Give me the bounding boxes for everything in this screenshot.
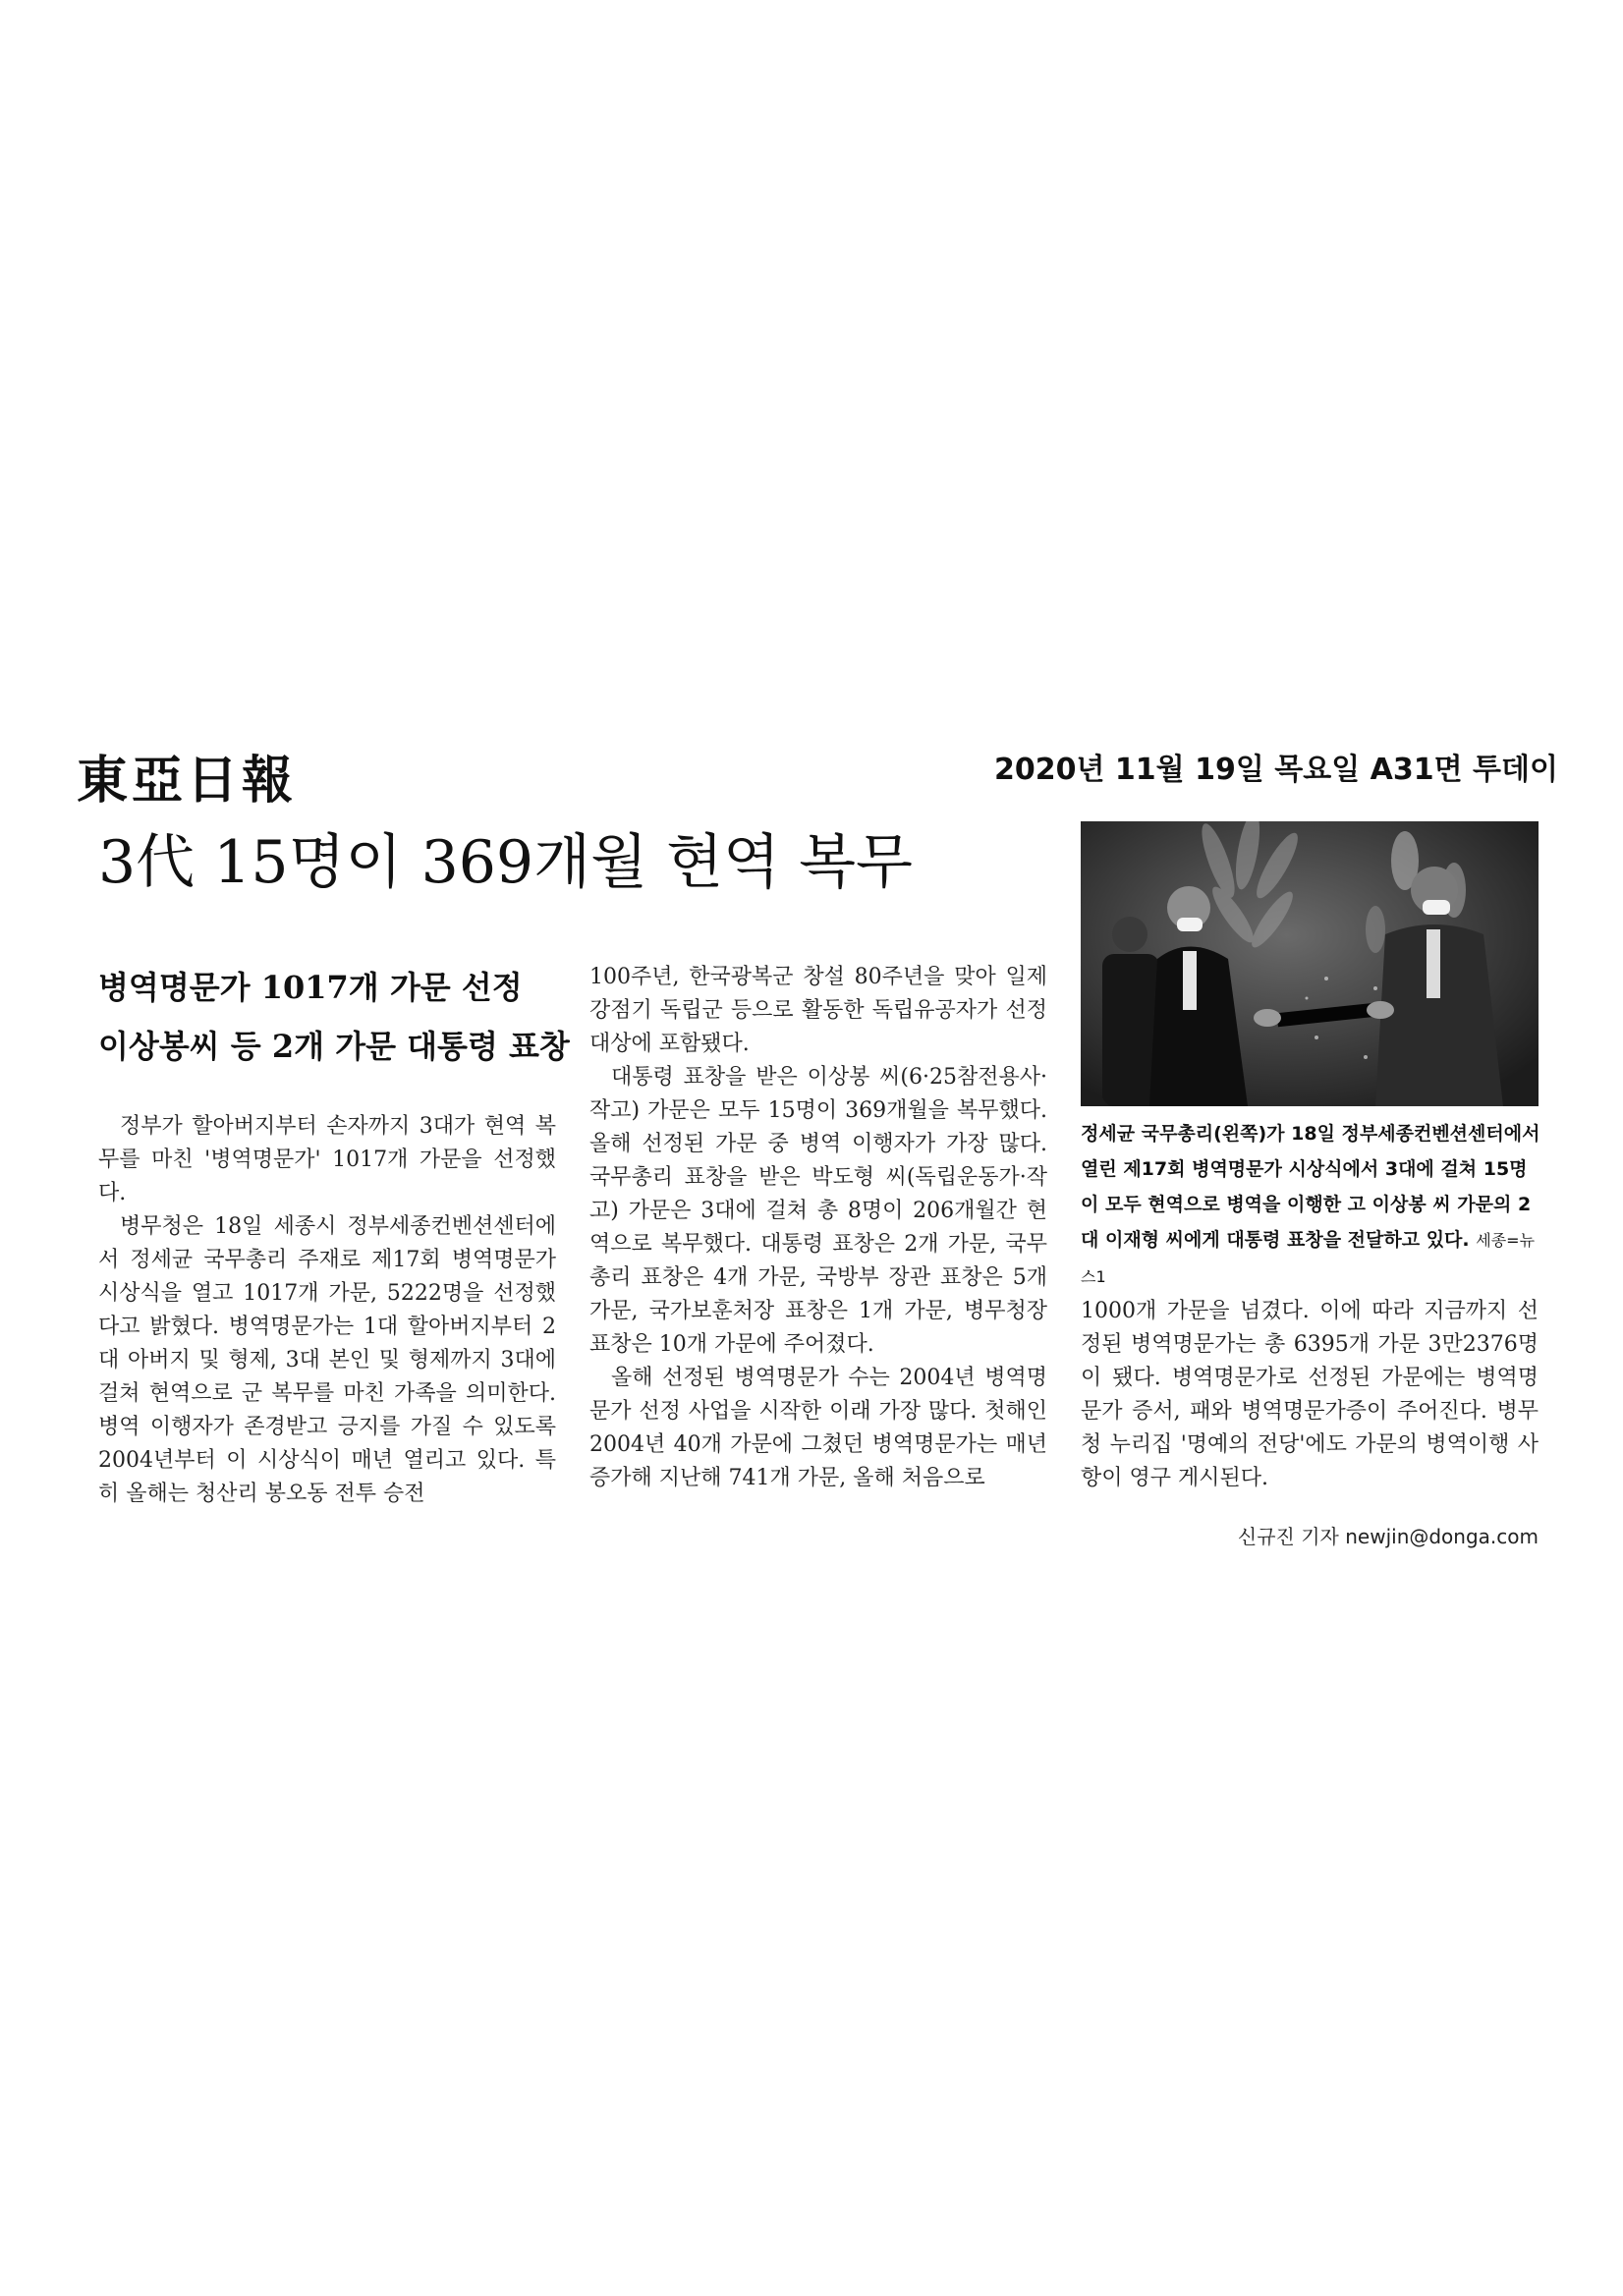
- caption-text: 정세균 국무총리(왼쪽)가 18일 정부세종컨벤션센터에서 열린 제17회 병역명문가 시상식에서 3대에 걸쳐 15명이 모두 현역으로 병역을 이행한 고 이상봉 씨 가문의 2대 이재형 씨에게 대통령 표창을 전달하고 있다.: [1081, 1123, 1540, 1251]
- body-paragraph: 100주년, 한국광복군 창설 80주년을 맞아 일제 강점기 독립군 등으로 활동한 독립유공자가 선정대상에 포함됐다.: [589, 965, 1047, 1056]
- reporter-byline: 신규진 기자 newjin@donga.com: [1237, 1525, 1539, 1548]
- body-column-1: [98, 1110, 556, 1511]
- newspaper-masthead: 東亞日報: [77, 751, 298, 811]
- body-column-2: [589, 961, 1047, 1495]
- subheading-2: 이상봉씨 등 2개 가문 대통령 표창: [98, 1028, 570, 1065]
- award-ceremony-photo: [1081, 821, 1539, 1106]
- body-paragraph: 병무청은 18일 세종시 정부세종컨벤션센터에서 정세균 국무총리 주재로 제17회 병역명문가 시상식을 열고 1017개 가문, 5222명을 선정했다고 밝혔다. 병역명문가는 1대 할아버지부터 2대 아버지 및 형제, 3대 본인 및 형제까지 3대에 걸쳐 현역으로 군 복무를 마친 가족을 의미한다. 병역 이행자가 존경받고 긍지를 가질 수 있도록 2004년부터 이 시상식이 매년 열리고 있다. 특히 올해는 청산리 봉오동 전투 승전: [98, 1214, 556, 1506]
- publication-dateline: 2020년 11월 19일 목요일 A31면 투데이: [994, 753, 1558, 787]
- body-paragraph: 정부가 할아버지부터 손자까지 3대가 현역 복무를 마친 '병역명문가' 1017개 가문을 선정했다.: [98, 1114, 556, 1205]
- article-headline: 3代 15명이 369개월 현역 복무: [98, 828, 914, 897]
- body-paragraph: 대통령 표창을 받은 이상봉 씨(6·25참전용사·작고) 가문은 모두 15명이 369개월을 복무했다. 올해 선정된 가문 중 병역 이행자가 가장 많다. 국무총리 표창을 받은 박도형 씨(독립운동가·작고) 가문은 3대에 걸쳐 총 8명이 206개월간 현역으로 복무했다. 대통령 표창은 2개 가문, 국무총리 표창은 4개 가문, 국방부 장관 표창은 5개 가문, 국가보훈처장 표창은 1개 가문, 병무청장 표창은 10개 가문에 주어졌다.: [589, 1065, 1047, 1357]
- subheading-1: 병역명문가 1017개 가문 선정: [98, 969, 523, 1006]
- photo-caption: [1081, 1116, 1542, 1295]
- body-paragraph: 1000개 가문을 넘겼다. 이에 따라 지금까지 선정된 병역명문가는 총 6395개 가문 3만2376명이 됐다. 병역명문가로 선정된 가문에는 병역명문가 증서, 패와 병역명문가증이 주어진다. 병무청 누리집 '명예의 전당'에도 가문의 병역이행 사항이 영구 게시된다.: [1081, 1299, 1539, 1490]
- photo-illustration: [1081, 821, 1539, 1106]
- photo-credit: 세종=뉴스1: [1081, 1231, 1536, 1286]
- body-paragraph: 올해 선정된 병역명문가 수는 2004년 병역명문가 선정 사업을 시작한 이래 가장 많다. 첫해인 2004년 40개 가문에 그쳤던 병역명문가는 매년 증가해 지난해 741개 가문, 올해 처음으로: [589, 1366, 1047, 1490]
- body-column-3: [1081, 1295, 1539, 1495]
